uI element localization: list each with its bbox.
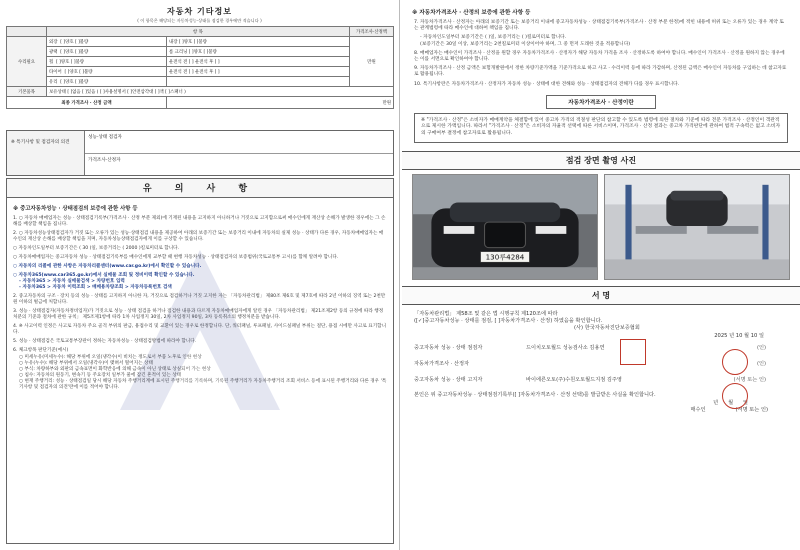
- notice-paragraph: ○ 자동차의 리콜에 관한 사항은 자동차리콜센터(www.car.go.kr)에서 확인할 수 있습니다.: [13, 264, 202, 269]
- repair-needed-label: 수리필요: [7, 37, 47, 87]
- table-row: 휠 [ ]양호 [ ]불량: [47, 57, 167, 67]
- notice-paragraph: ○ 침수: 자동차의 원동기, 변속기 등 주요장치 일부가 물에 잠긴 흔적이 있는 상태: [19, 373, 182, 378]
- other-info-title: 자동차 기타정보: [167, 7, 232, 16]
- notice-heading: ※ 중고자동차성능 · 상태점검의 보증에 관한 사항 등: [13, 206, 138, 212]
- other-info-subtitle: ( 이 항목은 해당되는 자동차성능·상태를 점검한 경우에만 적습니다 ): [137, 18, 262, 23]
- inspector-opinion: 성능·상태 점검자: [85, 131, 393, 154]
- sign-date: 2025 년 10 월 10 일: [714, 332, 764, 339]
- appraisal-guarantee-heading: ※ 자동차가격조사 · 산정의 보증에 관한 사항 등: [412, 10, 531, 16]
- photo-row: [402, 170, 800, 284]
- total-price-unit: 만원: [167, 97, 394, 109]
- front-view-photo: [412, 174, 598, 280]
- signature-section: [402, 305, 800, 421]
- appraisal-paragraph: (보증기간은 30일 이상, 보증거리는 2천킬로미터 이상이어야 하며, 그 중 먼저 도래한 것을 적용합니다): [420, 41, 631, 47]
- table-row: 유리 [ ]양호 [ ]불량: [47, 77, 167, 87]
- appraisal-paragraph: 8. 매매업자는 매수인이 가격조사 · 산정을 원할 경우 자동차가격조사 · 산정자가 해당 자동차 가격을 조사 · 산정하도록 하여야 합니다. 매수인이 가격조사 · 산정을 원하지 않는 경우에는 이를 서면으로 확인하여야 합니다.: [414, 50, 785, 63]
- table-row: 외장 [ ]양호 [ ]불량: [47, 37, 167, 47]
- table-row: 타이어 [ ]양호 [ ]불량: [47, 67, 167, 77]
- notice-paragraph: ○ 미세누유(미세누수): 해당 부위에 오일(냉각수)이 비치는 정도로서 부품 노후로 인한 현상: [19, 355, 202, 360]
- notice-paragraph: 6. 체크항목 판단기준(예시): [13, 348, 69, 353]
- buyer-sign: (서명 또는 인): [735, 407, 768, 414]
- notice-paragraph: 4. ※ 사고이력 인정은 사고로 자동차 주요 골격 부위의 판금, 용접수리 및 교환이 있는 경우로 한정합니다. 단, 쿼터패널, 루프패널, 사이드실패널 부위는 절단, 용접 시에만 사고로 표기합니다.: [13, 324, 387, 335]
- total-price-label: 최종 가격조사 · 산정 금액: [7, 97, 167, 109]
- definition-title: 자동차가격조사 · 산정이란: [546, 95, 656, 109]
- notice-paragraph: 5. 성능 · 상태점검은 국토교통부장관이 정하는 자동차성능 · 상태점검방법에 따라야 합니다.: [13, 339, 197, 344]
- appraisal-paragraph: 7. 자동차가격조사 · 산정자는 아래의 보증기간 또는 보증거리 이내에 중고자동차성능 · 상태점검기록부(가격조사 · 산정 부분 한정)에 적힌 내용에 허위 또는 오류가 있는 경우 계약 또는 관계법령에 따라 매수인에 대하여 책임을 집니다.: [414, 20, 784, 32]
- buyer-confirm-text: 본인은 위 중고자동차성능 · 상태점검기록부([ ]자동차가격조사 · 산정 선택)를 발급받은 사실을 확인합니다.: [414, 392, 656, 399]
- notice-body: [6, 198, 394, 544]
- signature-intro-2: ([✓]중고자동차성능 · 상태를 점검, [ ]자동차가격조사 · 산정) 하였음을 확인합니다.: [414, 318, 603, 325]
- price-cell: 만원: [350, 37, 394, 87]
- special-notes-label: ※ 특기사항 및 점검자의 의견: [7, 131, 85, 175]
- association-name: (사) 한국자동차진단보증협회: [574, 325, 640, 332]
- definition-text: ※ "가격조사 · 산정"은 소비자가 매매계약을 체결함에 있어 중고차 가격의 적절성 판단의 참고할 수 있도록 법령에 의한 절차와 기준에 따라 전문 가격조사 · 산정인이 객관적으로 제시한 가액입니다. 따라서 "가격조사 · 산정"은 소비자의 자율적 선택에 따른 서비스이며, 가격조사 · 산정 결과는 중고차 가격판단에 관하여 법적 구속력은 없고 소비자의 구매여부 결정에 참고자료로 활용됩니다.: [421, 117, 781, 137]
- photo-section-title: 점검 장면 촬영 사진: [402, 151, 800, 170]
- buyer-date: 년 월 일: [713, 399, 748, 406]
- special-notes-section: [6, 130, 394, 176]
- other-info-table: [6, 26, 394, 109]
- buyer-label: 매수인: [690, 407, 706, 414]
- notice-paragraph: - 자동차365 > 자동차 이력조회 > 매매용차량조회 > 자동차등록번호 검색: [19, 285, 172, 290]
- notice-paragraph: ○ 현재 주행거리: 성능 · 상태점검일 당시 해당 자동차 주행거리계에 표시된 주행거리를 기록하며, 기록된 주행거리가 자동차주행거리 조회 서비스 등에 표시된 주행거리와 다른 경우 '특기사항 및 점검자의 의견'란에 이를 적어야 합니다.: [19, 379, 387, 390]
- table-row: 광택 [ ]양호 [ ]불량: [47, 47, 167, 57]
- notice-paragraph: ○ 자동차인도일부터 보증기간은 ( 30 )일, 보증거리는 ( 2000 )킬로미터로 합니다.: [13, 246, 180, 251]
- basic-items-label: 기본품목: [7, 87, 47, 97]
- appraisal-paragraph: - 자동차인도일부터 보증기간은 ( )일, 보증거리는 ( )킬로미터로 합니다.: [420, 35, 567, 41]
- appraisal-paragraph: 9. 자동차가격조사 · 산정 금액은 보험개발원에서 정한 차량기준가액을 기준가격으로 하고 사고 · 수리이력 등에 따라 가감하며, 산정된 금액은 매수인이 자동차를 구입하는 데 참고자료로 활용됩니다.: [414, 66, 787, 78]
- definition-box: [414, 113, 788, 143]
- table-row-extra: 룸 크리닝 [ ]양호 [ ]불량: [167, 47, 350, 57]
- basic-items-value: 보유상태 [ ]없음 [ ]있음 ( [ ]사용설명서 [ ]안전삼각대 [ ]잭 [ ]스패너 ): [47, 87, 394, 97]
- notice-paragraph: ○ 부식: 차량하부와 외판의 금속표면이 화학반응에 의해 금속이 아닌 상태로 상실되어 가는 현상: [19, 367, 211, 372]
- license-plate-text: 130루4284: [485, 252, 525, 261]
- dealer-seal-icon: [722, 383, 748, 409]
- items-header: 항 목: [47, 27, 350, 37]
- notice-paragraph: 1. ○ 자동차 매매업자는 성능 · 상태점검기록부(가격조사 · 산정 부분 제외)에 기재된 내용을 고지하지 아니하거나 거짓으로 고지함으로써 매수인에게 재산상 손해가 발생한 경우에는 그 손해를 배상할 책임을 집니다.: [13, 216, 386, 227]
- table-row-extra: 운전석 전 [ ] 운전석 후 [ ]: [167, 57, 350, 67]
- notice-title: 유 의 사 항: [6, 178, 394, 198]
- price-header: 가격조사·산정액: [350, 27, 394, 37]
- notice-paragraph: 2. ○ 자동차성능상태점검자가 거짓 또는 오류가 있는 성능·상태점검 내용을 제공하여 아래의 보증기간 또는 보증거리 이내에 자동차의 실제 성능 · 상태가 다른 경우, 자동차매매업자는 매수인의 재산상 손해를 배상할 책임을 지며, 자동차성능상태점검자에게 이를 구상할 수 있습니다.: [13, 231, 384, 242]
- right-page: [402, 0, 800, 550]
- notice-paragraph: 3. 성능 · 상태점검자(자동차정비업자)가 거짓으로 성능 · 상태 점검을 하거나 점검한 내용과 다르게 자동차매매업자에게 알린 경우 「자동차관리법」 제21조제2항 등의 규정에 따라 행정처분의 기준과 절차에 관한 규칙」 제5조제1항에 따라 1차 사업정지 30일, 2차 사업정지 90일, 3차 등록취소의 행정처분을 받습니다.: [13, 309, 384, 320]
- inspector-seal-icon: [722, 349, 748, 375]
- notice-paragraph: ○ 자동차매매업자는 중고자동차 성능 · 상태점검기록부를 매수인에게 교부할 때 현행 자동차성능 · 상태점검자의 보증범위(국토교통부 고시)를 함께 알려야 합니다.: [13, 255, 339, 260]
- association-seal-icon: [620, 339, 646, 365]
- signature-section-title: 서 명: [402, 286, 800, 305]
- table-row-extra: 내장 [ ]양호 [ ]불량: [167, 37, 350, 47]
- table-row-extra: 운전석 전 [ ] 운전석 후 [ ]: [167, 67, 350, 77]
- lift-view-photo: [604, 174, 790, 280]
- notice-paragraph: ○ 누유(누수): 해당 부위에서 오일(냉각수)이 맺혀서 떨어지는 상태: [19, 361, 153, 366]
- signer-row: 자동차가격조사 · 산정자 (인): [414, 360, 766, 367]
- signature-intro-1: 「자동차관리법」 제58조 및 같은 법 시행규칙 제120조에 따라: [414, 310, 558, 317]
- appraisal-paragraph: 10. 특기사항란은 자동차가격조사 · 산정자가 자동차 성능 · 상태에 대한 견해와 성능 · 상태점검자의 견해가 다를 경우 표시합니다.: [414, 81, 680, 87]
- table-row-extra: [167, 77, 350, 87]
- signer-row: 중고자동차 성능 · 상태 고지자 바이에른오토(주)수원오토월드지점 김주영 (서명 또는 인): [414, 376, 766, 383]
- notice-paragraph: - 자동차365 > 자동차 실매물검색 > 차량번호 입력: [19, 279, 125, 284]
- notice-paragraph: 2. 중고자동차의 구조 · 장치 등의 성능 · 상태를 고지하지 아니한 자, 거짓으로 점검하거나 거짓 고지한 자는 「자동차관리법」 제80조 제6호 및 제7호에 따라 2년 이하의 징역 또는 2천만원 이하의 벌금에 처합니다.: [13, 294, 386, 305]
- appraiser-opinion: 가격조사·산정자: [88, 158, 121, 163]
- notice-paragraph: ○ 자동차365(www.car365.go.kr)에서 실매물 조회 및 정비이력 확인할 수 있습니다.: [13, 273, 195, 278]
- signer-row: 중고자동차 성능 · 상태 점검자 드이치오토월드 성능검사소 김용연 (인): [414, 344, 766, 351]
